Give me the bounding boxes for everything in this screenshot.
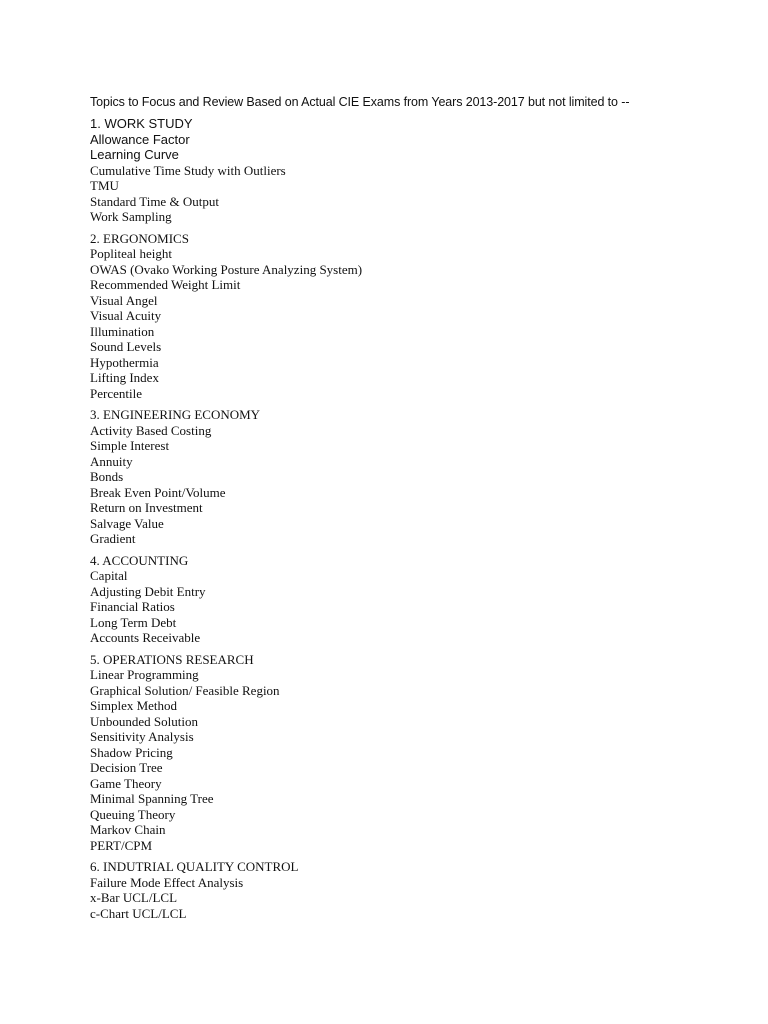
topic-item: Hypothermia	[90, 354, 159, 370]
document-title: Topics to Focus and Review Based on Actual CIE Exams from Years 2013-2017 but not limited to --	[90, 95, 630, 109]
topic-list	[90, 875, 750, 922]
section-heading: 1. WORK STUDY	[90, 116, 193, 131]
topic-item: Queuing Theory	[90, 806, 176, 822]
topic-item: Financial Ratios	[90, 599, 175, 614]
topic-item: Decision Tree	[90, 760, 163, 775]
topic-item: Visual Acuity	[90, 308, 162, 323]
topic-item: Salvage Value	[90, 515, 164, 531]
topic-list	[90, 568, 750, 646]
topic-item: Markov Chain	[90, 822, 166, 837]
topic-list	[90, 667, 750, 853]
topic-item: Standard Time & Output	[90, 193, 219, 209]
topic-item: Allowance Factor	[90, 131, 190, 147]
topic-item: Illumination	[90, 323, 155, 339]
topic-item: Annuity	[90, 453, 133, 469]
topic-item: Learning Curve	[90, 147, 179, 162]
topic-item: Recommended Weight Limit	[90, 277, 241, 292]
topic-section	[90, 231, 750, 402]
topic-list	[90, 246, 750, 401]
topic-item: Gradient	[90, 531, 136, 546]
topic-section	[90, 553, 750, 646]
topic-section	[90, 116, 750, 225]
topic-item: Graphical Solution/ Feasible Region	[90, 682, 280, 698]
topic-item: Sound Levels	[90, 339, 162, 354]
topic-sections	[90, 116, 750, 921]
topic-item: Visual Angel	[90, 292, 158, 308]
topic-item: x-Bar UCL/LCL	[90, 890, 178, 905]
topic-item: TMU	[90, 178, 119, 193]
topic-item: Sensitivity Analysis	[90, 729, 194, 744]
topic-item: Break Even Point/Volume	[90, 484, 226, 500]
topic-item: Adjusting Debit Entry	[90, 583, 206, 599]
topic-item: Lifting Index	[90, 370, 159, 385]
section-heading: 3. ENGINEERING ECONOMY	[90, 407, 261, 422]
topic-item: Minimal Spanning Tree	[90, 791, 214, 806]
topic-item: Bonds	[90, 469, 124, 484]
topic-item: Unbounded Solution	[90, 713, 198, 729]
topic-section	[90, 407, 750, 547]
topic-item: Popliteal height	[90, 246, 172, 261]
topic-item: Capital	[90, 568, 128, 583]
section-heading: 5. OPERATIONS RESEARCH	[90, 651, 254, 667]
topic-item: Long Term Debt	[90, 614, 177, 630]
topic-list	[90, 423, 750, 547]
topic-item: Simple Interest	[90, 438, 170, 453]
topic-item: Linear Programming	[90, 667, 199, 682]
topic-item: Game Theory	[90, 775, 162, 791]
topic-item: OWAS (Ovako Working Posture Analyzing System)	[90, 261, 363, 277]
topic-item: Cumulative Time Study with Outliers	[90, 162, 286, 178]
topic-section	[90, 652, 750, 854]
topic-list	[90, 132, 750, 225]
document-page	[90, 94, 750, 927]
topic-item: Activity Based Costing	[90, 422, 212, 438]
section-heading: 2. ERGONOMICS	[90, 230, 189, 246]
topic-item: Return on Investment	[90, 500, 203, 515]
topic-item: PERT/CPM	[90, 837, 153, 853]
topic-item: Accounts Receivable	[90, 630, 201, 645]
topic-item: Simplex Method	[90, 698, 178, 713]
section-heading: 4. ACCOUNTING	[90, 552, 189, 568]
section-heading: 6. INDUTRIAL QUALITY CONTROL	[90, 859, 299, 874]
topic-section	[90, 859, 750, 921]
topic-item: Percentile	[90, 385, 142, 401]
topic-item: Shadow Pricing	[90, 744, 173, 760]
topic-item: Work Sampling	[90, 209, 172, 224]
topic-item: Failure Mode Effect Analysis	[90, 874, 244, 890]
topic-item: c-Chart UCL/LCL	[90, 905, 187, 921]
